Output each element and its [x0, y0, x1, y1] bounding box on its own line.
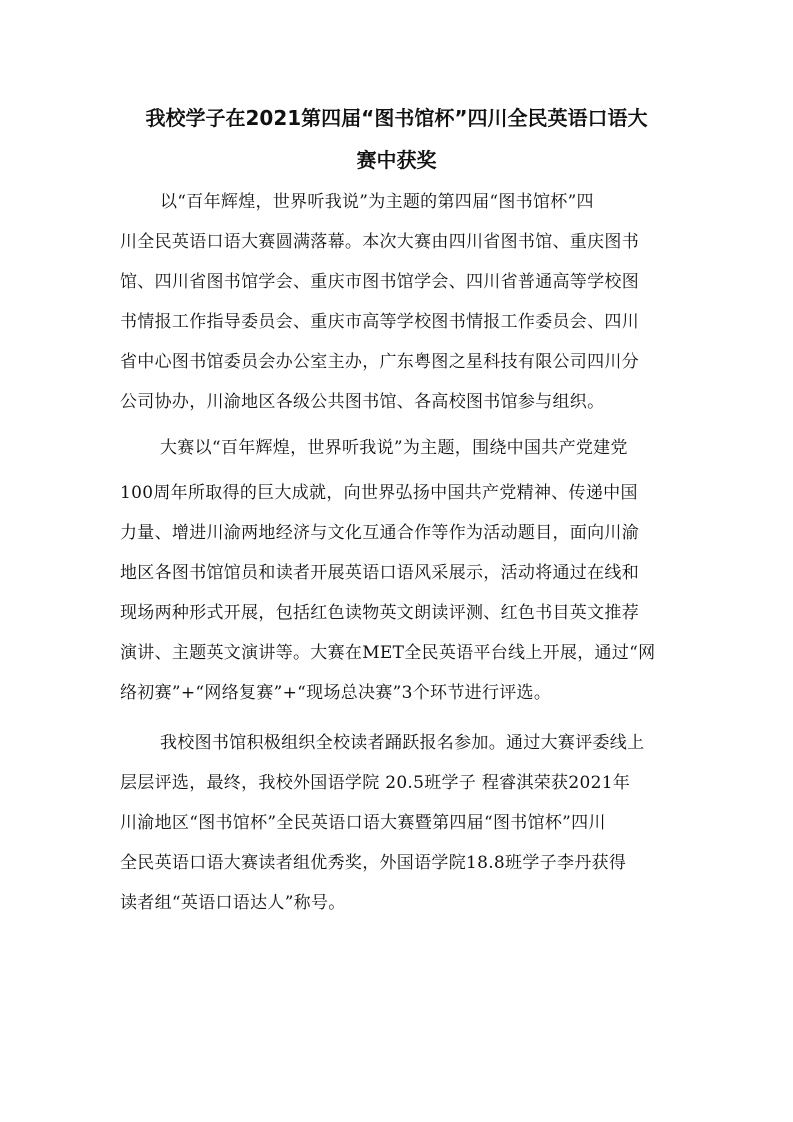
paragraph-2-line-1: 大赛以“百年辉煌，世界听我说”为主题，围绕中国共产党建党: [160, 438, 628, 458]
paragraph-2-line-6: 演讲、主题英文演讲等。大赛在MET全民英语平台线上开展，通过“网: [120, 643, 656, 663]
paragraph-1-line-4: 书情报工作指导委员会、重庆市高等学校图书情报工作委员会、四川: [120, 312, 639, 332]
paragraph-1-line-5: 省中心图书馆委员会办公室主办，广东粤图之星科技有限公司四川分: [120, 352, 639, 372]
paragraph-2-line-5: 现场两种形式开展，包括红色读物英文朗读评测、红色书目英文推荐: [120, 603, 639, 623]
paragraph-3-line-1: 我校图书馆积极组织全校读者踊跃报名参加。通过大赛评委线上: [160, 733, 645, 753]
paragraph-3-line-4: 全民英语口语大赛读者组优秀奖，外国语学院18.8班学子李丹获得: [120, 853, 627, 873]
paragraph-1-line-3: 馆、四川省图书馆学会、重庆市图书馆学会、四川省普通高等学校图: [120, 272, 639, 292]
paragraph-1-line-1: 以“百年辉煌，世界听我说”为主题的第四届“图书馆杯”四: [160, 192, 594, 212]
paragraph-3-line-2: 层层评选，最终，我校外国语学院 20.5班学子 程睿淇荣获2021年: [120, 773, 631, 793]
paragraph-2-line-3: 力量、增进川渝两地经济与文化互通合作等作为活动题目，面向川渝: [120, 523, 639, 543]
paragraph-2-line-2: 100周年所取得的巨大成就，向世界弘扬中国共产党精神、传递中国: [120, 483, 638, 503]
paragraph-2-line-4: 地区各图书馆馆员和读者开展英语口语风采展示，活动将通过在线和: [120, 563, 639, 583]
article-title-line-2: 赛中获奖: [356, 148, 437, 172]
paragraph-1-line-2: 川全民英语口语大赛圆满落幕。本次大赛由四川省图书馆、重庆图书: [120, 232, 639, 252]
paragraph-3-line-3: 川渝地区“图书馆杯”全民英语口语大赛暨第四届“图书馆杯”四川: [120, 813, 606, 833]
paragraph-1-line-6: 公司协办，川渝地区各级公共图书馆、各高校图书馆参与组织。: [120, 392, 605, 412]
paragraph-3-line-5: 读者组“英语口语达人”称号。: [120, 893, 346, 913]
article-title-line-1: 我校学子在2021第四届“图书馆杯”四川全民英语口语大: [145, 106, 648, 130]
paragraph-2-line-7: 络初赛”+“网络复赛”+“现场总决赛”3个环节进行评选。: [120, 683, 552, 703]
